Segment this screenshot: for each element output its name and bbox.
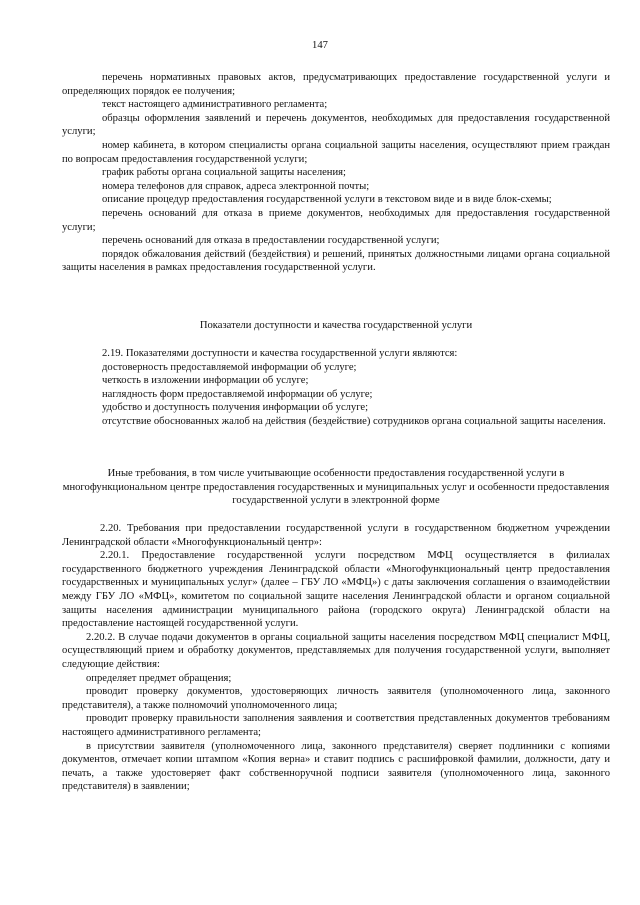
paragraph: четкость в изложении информации об услуге;	[102, 375, 309, 387]
paragraph: определяет предмет обращения;	[86, 672, 232, 684]
paragraph: график работы органа социальной защиты населения;	[102, 167, 346, 179]
paragraph: проводит проверку правильности заполнения заявления и соответствия представленных документов требованиям настоящего административного регламента;	[62, 713, 610, 738]
paragraph: в присутствии заявителя (уполномоченного лица, законного представителя) сверяет подлинники с копиями документов, отмечает копии штампом «Копия верна» и ставит подпись с расшифровкой фамилии, должности, дату и печать, а также удостоверяет факт собственноручной подписи заявителя (уполномоченного лица, законного представителя) в заявлении;	[62, 740, 610, 793]
paragraph: перечень нормативных правовых актов, предусматривающих предоставление государственной услуги и определяющих порядок ее получения;	[62, 72, 610, 97]
paragraph: 2.19. Показателями доступности и качества государственной услуги являются:	[102, 348, 458, 359]
info-list-section	[62, 71, 610, 275]
paragraph: проводит проверку документов, удостоверяющих личность заявителя (уполномоченного лица, законного представителя), а также полномочий уполномоченного лица;	[62, 686, 610, 711]
paragraph: удобство и доступность получения информации об услуге;	[102, 402, 369, 414]
paragraph: 2.20.1. Предоставление государственной услуги посредством МФЦ осуществляется в филиалах государственного бюджетного учреждения Ленинградской области «Многофункциональный центр предоставления государственных и муниципальных услуг» (далее – ГБУ ЛО «МФЦ») с даты заключения соглашения о взаимодействии между ГБУ ЛО «МФЦ», комитетом по социальной защите населения Ленинградской области и органом социальной защиты населения администрации муниципального района (городского округа) Ленинградской области на предоставление настоящей государственной услуги.	[62, 550, 610, 630]
mfc-requirements-section	[62, 522, 610, 794]
paragraph: номер кабинета, в котором специалисты органа социальной защиты населения, осуществляют прием граждан по вопросам предоставления государственной услуги;	[62, 139, 610, 165]
section-heading: Иные требования, в том числе учитывающие особенности предоставления государственной услуги в многофункциональном центре предоставления государственных и муниципальных услуг и особенности предоставления государственной услуги в электронной форме	[62, 468, 610, 507]
quality-indicators-section	[62, 347, 610, 429]
page-number: 147	[312, 40, 328, 51]
paragraph: наглядность форм предоставляемой информации об услуге;	[102, 388, 373, 400]
paragraph: отсутствие обоснованных жалоб на действия (бездействие) сотрудников органа социальной защиты населения.	[102, 415, 606, 427]
paragraph: 2.20.2. В случае подачи документов в органы социальной защиты населения посредством МФЦ специалист МФЦ, осуществляющий прием и обработку документов, представляемых для получения государственной услуги, выполняет следующие действия:	[62, 631, 610, 670]
paragraph: порядок обжалования действий (бездействия) и решений, принятых должностными лицами органа социальной защиты населения в рамках предоставления государственной услуги.	[62, 248, 610, 274]
paragraph: достоверность предоставляемой информации об услуге;	[102, 361, 357, 373]
paragraph: 2.20. Требования при предоставлении государственной услуги в государственном бюджетном учреждении Ленинградской области «Многофункциональный центр»:	[62, 523, 610, 548]
paragraph: образцы оформления заявлений и перечень документов, необходимых для предоставления государственной услуги;	[62, 112, 610, 138]
paragraph: перечень оснований для отказа в приеме документов, необходимых для предоставления государственной услуги;	[62, 207, 610, 233]
paragraph: номера телефонов для справок, адреса электронной почты;	[102, 180, 370, 192]
paragraph: перечень оснований для отказа в предоставлении государственной услуги;	[102, 235, 440, 247]
paragraph: текст настоящего административного регламента;	[102, 99, 328, 111]
paragraph: описание процедур предоставления государственной услуги в текстовом виде и в виде блок-схемы;	[102, 194, 552, 206]
section-heading: Показатели доступности и качества государственной услуги	[199, 320, 473, 331]
